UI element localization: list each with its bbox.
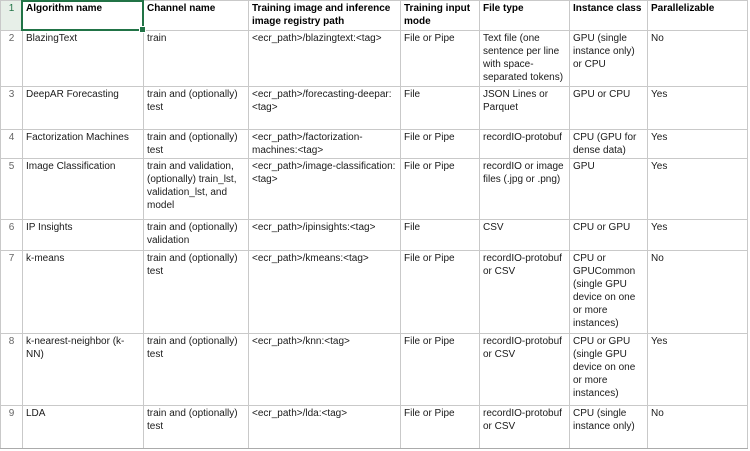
row-header-4[interactable]: 4 <box>1 130 23 159</box>
row-header-1[interactable]: 1 <box>1 1 23 31</box>
cell-instance-class[interactable]: CPU or GPUCommon (single GPU device on one or more instances) <box>570 251 648 334</box>
cell-training-input-mode[interactable]: File or Pipe <box>401 159 480 220</box>
cell-training-input-mode[interactable]: File or Pipe <box>401 31 480 87</box>
cell-instance-class[interactable]: CPU or GPU <box>570 220 648 251</box>
cell-instance-class[interactable]: GPU or CPU <box>570 87 648 130</box>
header-cell-file-type[interactable]: File type <box>480 1 570 31</box>
cell-instance-class[interactable]: CPU (single instance only) <box>570 406 648 449</box>
cell-registry-path[interactable]: <ecr_path>/factorization-machines:<tag> <box>249 130 401 159</box>
cell-algorithm-name[interactable]: IP Insights <box>23 220 144 251</box>
table-row-blazingtext <box>1 31 748 87</box>
cell-instance-class[interactable]: CPU or GPU (single GPU device on one or more instances) <box>570 334 648 406</box>
cell-parallelizable[interactable]: Yes <box>648 334 748 406</box>
row-header-6[interactable]: 6 <box>1 220 23 251</box>
cell-file-type[interactable]: JSON Lines or Parquet <box>480 87 570 130</box>
row-header-3[interactable]: 3 <box>1 87 23 130</box>
header-cell-channel-name[interactable]: Channel name <box>144 1 249 31</box>
cell-training-input-mode[interactable]: File <box>401 220 480 251</box>
row-header-7[interactable]: 7 <box>1 251 23 334</box>
cell-registry-path[interactable]: <ecr_path>/ipinsights:<tag> <box>249 220 401 251</box>
cell-instance-class[interactable]: GPU (single instance only) or CPU <box>570 31 648 87</box>
cell-parallelizable[interactable]: No <box>648 251 748 334</box>
cell-training-input-mode[interactable]: File or Pipe <box>401 334 480 406</box>
cell-instance-class[interactable]: CPU (GPU for dense data) <box>570 130 648 159</box>
row-header-5[interactable]: 5 <box>1 159 23 220</box>
cell-algorithm-name[interactable]: DeepAR Forecasting <box>23 87 144 130</box>
cell-registry-path[interactable]: <ecr_path>/blazingtext:<tag> <box>249 31 401 87</box>
cell-file-type[interactable]: recordIO-protobuf or CSV <box>480 251 570 334</box>
cell-training-input-mode[interactable]: File or Pipe <box>401 406 480 449</box>
cell-parallelizable[interactable]: Yes <box>648 87 748 130</box>
table-row-kmeans <box>1 251 748 334</box>
cell-parallelizable[interactable]: Yes <box>648 130 748 159</box>
cell-channel-name[interactable]: train and (optionally) test <box>144 406 249 449</box>
cell-parallelizable[interactable]: Yes <box>648 220 748 251</box>
header-cell-algorithm-name[interactable]: Algorithm name <box>23 1 144 31</box>
header-cell-registry-path[interactable]: Training image and inference image registry path <box>249 1 401 31</box>
table-row-factorization-machines <box>1 130 748 159</box>
cell-registry-path[interactable]: <ecr_path>/image-classification:<tag> <box>249 159 401 220</box>
cell-file-type[interactable]: Text file (one sentence per line with space-separated tokens) <box>480 31 570 87</box>
cell-channel-name[interactable]: train and (optionally) test <box>144 130 249 159</box>
table-row-deepar <box>1 87 748 130</box>
row-header-2[interactable]: 2 <box>1 31 23 87</box>
cell-file-type[interactable]: CSV <box>480 220 570 251</box>
cell-training-input-mode[interactable]: File or Pipe <box>401 130 480 159</box>
cell-channel-name[interactable]: train and (optionally) test <box>144 334 249 406</box>
cell-algorithm-name[interactable]: LDA <box>23 406 144 449</box>
cell-algorithm-name[interactable]: k-nearest-neighbor (k-NN) <box>23 334 144 406</box>
cell-training-input-mode[interactable]: File or Pipe <box>401 251 480 334</box>
cell-parallelizable[interactable]: Yes <box>648 159 748 220</box>
cell-registry-path[interactable]: <ecr_path>/forecasting-deepar:<tag> <box>249 87 401 130</box>
cell-file-type[interactable]: recordIO-protobuf <box>480 130 570 159</box>
cell-algorithm-name[interactable]: BlazingText <box>23 31 144 87</box>
cell-channel-name[interactable]: train <box>144 31 249 87</box>
row-header-8[interactable]: 8 <box>1 334 23 406</box>
cell-registry-path[interactable]: <ecr_path>/knn:<tag> <box>249 334 401 406</box>
cell-channel-name[interactable]: train and (optionally) validation <box>144 220 249 251</box>
cell-file-type[interactable]: recordIO or image files (.jpg or .png) <box>480 159 570 220</box>
fill-handle[interactable] <box>139 26 146 33</box>
header-row <box>1 1 748 31</box>
table-row-lda <box>1 406 748 449</box>
cell-algorithm-name[interactable]: k-means <box>23 251 144 334</box>
cell-algorithm-name[interactable]: Factorization Machines <box>23 130 144 159</box>
header-cell-training-input-mode[interactable]: Training input mode <box>401 1 480 31</box>
cell-algorithm-name[interactable]: Image Classification <box>23 159 144 220</box>
cell-instance-class[interactable]: GPU <box>570 159 648 220</box>
table-row-image-classification <box>1 159 748 220</box>
table-row-knn <box>1 334 748 406</box>
cell-channel-name[interactable]: train and (optionally) test <box>144 87 249 130</box>
header-cell-instance-class[interactable]: Instance class <box>570 1 648 31</box>
cell-training-input-mode[interactable]: File <box>401 87 480 130</box>
header-cell-parallelizable[interactable]: Parallelizable <box>648 1 748 31</box>
table-row-ip-insights <box>1 220 748 251</box>
cell-file-type[interactable]: recordIO-protobuf or CSV <box>480 334 570 406</box>
cell-channel-name[interactable]: train and (optionally) test <box>144 251 249 334</box>
cell-registry-path[interactable]: <ecr_path>/kmeans:<tag> <box>249 251 401 334</box>
cell-parallelizable[interactable]: No <box>648 406 748 449</box>
cell-parallelizable[interactable]: No <box>648 31 748 87</box>
cell-registry-path[interactable]: <ecr_path>/lda:<tag> <box>249 406 401 449</box>
cell-file-type[interactable]: recordIO-protobuf or CSV <box>480 406 570 449</box>
cell-channel-name[interactable]: train and validation, (optionally) train_lst, validation_lst, and model <box>144 159 249 220</box>
row-header-9[interactable]: 9 <box>1 406 23 449</box>
